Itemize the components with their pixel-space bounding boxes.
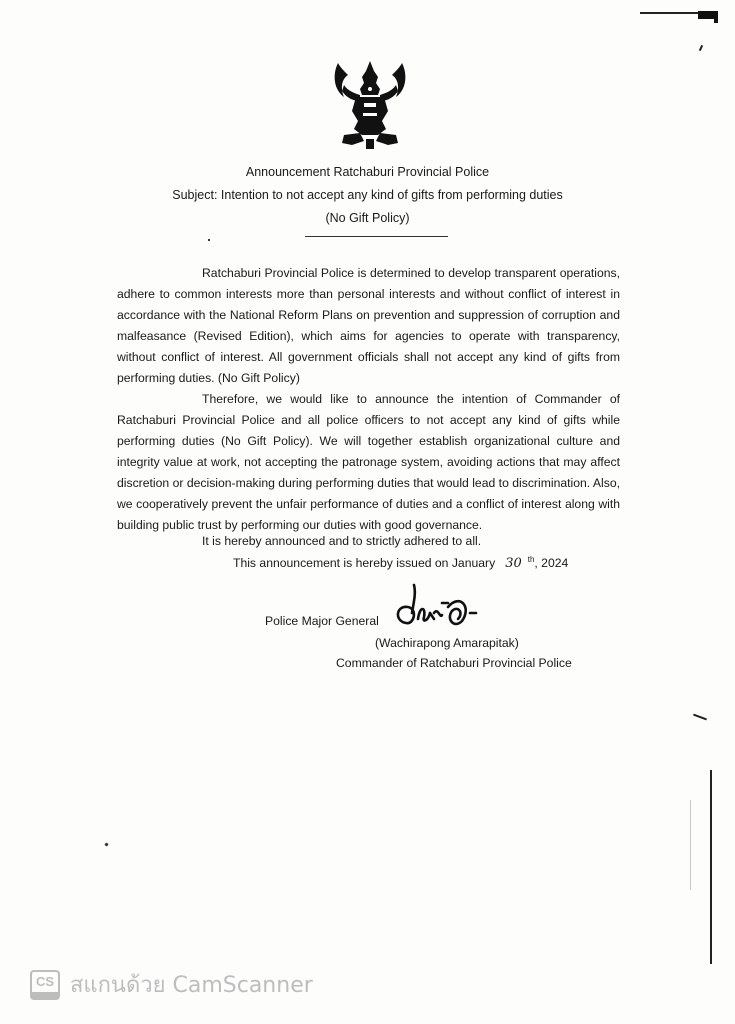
scan-edge-mark xyxy=(698,11,718,19)
scan-edge-faint-line xyxy=(690,800,691,890)
closing-statement: It is hereby announced and to strictly adhered to all. xyxy=(202,534,482,548)
announcement-subject: Subject: Intention to not accept any kind of gifts from performing duties xyxy=(172,188,563,202)
scan-speck xyxy=(699,45,703,51)
scan-speck xyxy=(208,239,210,241)
announcement-title: Announcement Ratchaburi Provincial Police xyxy=(245,165,490,179)
watermark-text: สแกนด้วย CamScanner xyxy=(70,973,313,998)
body-paragraph: Ratchaburi Provincial Police is determined to develop transparent operations, adhere to common interests more than personal interests and without conflict of interest in accordance with the National Reform Plans on prevention and suppression of corruption and malfeasance (Revised Edition), which aims for agencies to operate with transparency, without conflict of interest. All government officials shall not accept any kind of gifts from performing duties. (No Gift Policy) xyxy=(117,266,620,385)
issue-date-prefix: This announcement is hereby issued on January xyxy=(233,556,496,570)
signatory-name: (Wachirapong Amarapitak) xyxy=(375,636,519,650)
garuda-emblem-icon xyxy=(330,55,410,155)
scan-edge-line-vertical xyxy=(710,770,712,964)
issue-date-line xyxy=(233,555,568,571)
issue-date-year: , 2024 xyxy=(534,556,569,570)
announcement-policy: (No Gift Policy) xyxy=(325,211,410,225)
body-paragraph: Therefore, we would like to announce the intention of Commander of Ratchaburi Provincial Police and all police officers to not accept any kind of gifts while performing duties (No Gift Policy). We will together establish organizational culture and integrity value at work, not accepting the patronage system, avoiding actions that may affect discretion or decision-making during performing duties that would lead to discrimination. Also, we cooperatively prevent the unfair performance of duties and a conflict of interest along with building public trust by performing our duties with good governance. xyxy=(117,392,620,532)
camscanner-logo-icon: CS xyxy=(30,970,60,1000)
heading-divider xyxy=(305,236,448,237)
signatory-position: Commander of Ratchaburi Provincial Police xyxy=(336,656,572,670)
issue-date-day: 30 xyxy=(505,556,522,571)
handwritten-signature-icon xyxy=(392,583,492,633)
signatory-rank: Police Major General xyxy=(265,614,379,628)
scan-speck xyxy=(693,714,707,721)
scan-speck xyxy=(104,842,108,846)
issue-date-ordinal: th xyxy=(527,555,535,564)
camscanner-watermark xyxy=(30,967,313,1002)
